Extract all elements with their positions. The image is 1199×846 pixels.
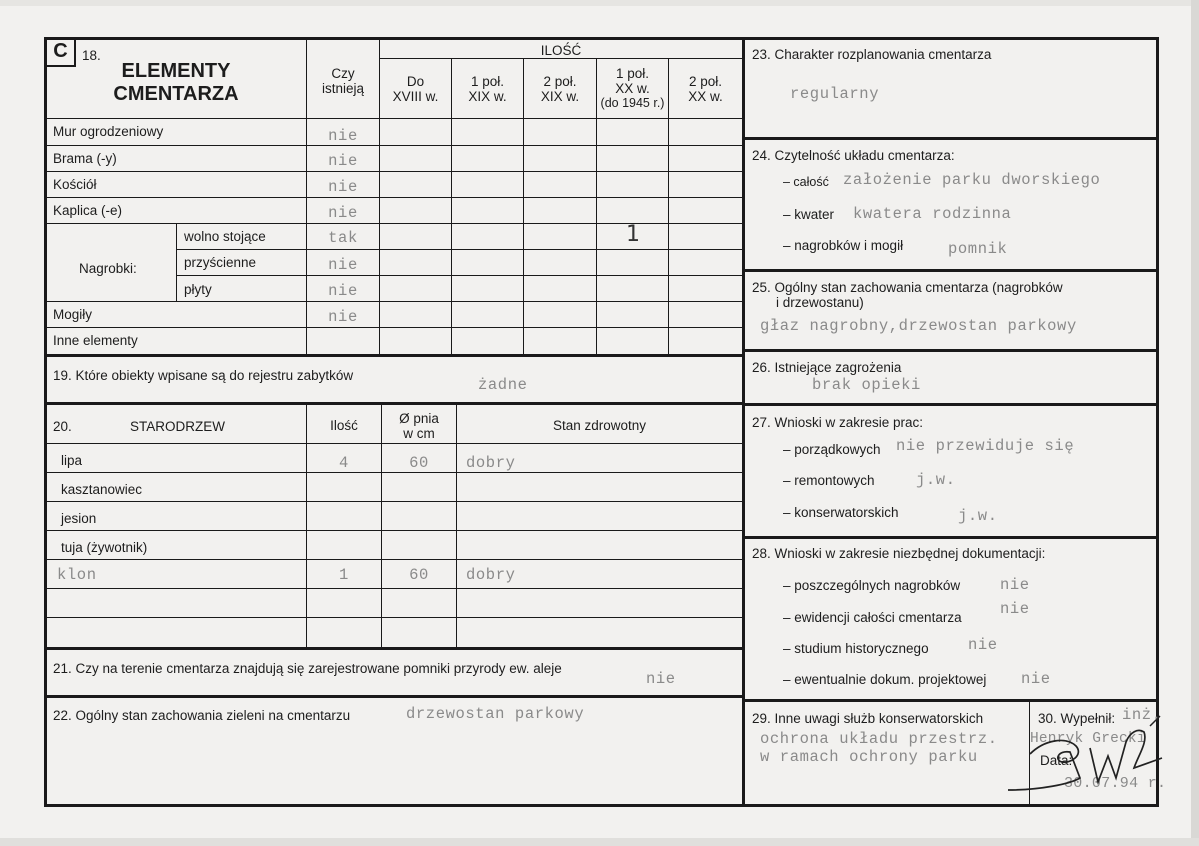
section-26-value: brak opieki <box>812 376 921 394</box>
grid-line <box>176 249 744 250</box>
row-label-wall: Mur ogrodzeniowy <box>53 124 164 139</box>
tree-health-linden: dobry <box>466 454 516 472</box>
frame-line <box>742 137 1159 140</box>
section-18-number: 18. <box>82 48 101 63</box>
grid-line <box>44 472 744 473</box>
works-renovation-value: j.w. <box>916 471 956 489</box>
frame-line <box>44 648 47 698</box>
doc-history-value: nie <box>968 636 998 654</box>
legibility-graves-label: – nagrobków i mogił <box>783 238 904 253</box>
frame-line <box>44 696 47 807</box>
section-18-title-line1: ELEMENTY <box>121 60 231 82</box>
works-cleanup-label: – porządkowych <box>783 442 881 457</box>
col-quantity-header: ILOŚĆ <box>540 43 582 58</box>
tree-name-maple: klon <box>57 566 97 584</box>
exists-value-wall: nie <box>328 127 358 145</box>
grid-line <box>306 403 307 648</box>
tree-qty-linden: 4 <box>339 454 349 472</box>
period-header-5-l1: 2 poł. <box>688 74 723 89</box>
section-21-label: 21. Czy na terenie cmentarza znajdują się zarejestrowane pomniki przyrody ew. aleje <box>53 661 562 676</box>
section-20-number: 20. <box>53 419 72 434</box>
section-19-label: 19. Które obiekty wpisane są do rejestru zabytków <box>53 368 354 383</box>
exists-value-church: nie <box>328 178 358 196</box>
frame-line <box>742 699 1159 702</box>
frame-line <box>44 354 744 357</box>
row-label-tombstones: Nagrobki: <box>79 261 137 276</box>
exists-value-gate: nie <box>328 152 358 170</box>
works-cleanup-value: nie przewiduje się <box>896 437 1075 455</box>
filled-by-title: inż. <box>1122 706 1162 724</box>
grid-line <box>44 301 744 302</box>
exists-value-graves: nie <box>328 308 358 326</box>
section-30-label: 30. Wypełnił: <box>1038 711 1116 726</box>
section-22-label: 22. Ogólny stan zachowania zieleni na cmentarzu <box>53 708 351 723</box>
section-29-value-l1: ochrona układu przestrz. <box>760 730 998 748</box>
period-header-2-l1: 1 poł. <box>470 74 505 89</box>
signature-stroke <box>1090 730 1162 782</box>
legibility-overall-value: założenie parku dworskiego <box>843 171 1101 189</box>
doc-inventory-value: nie <box>1000 600 1030 618</box>
section-26-label: 26. Istniejące zagrożenia <box>752 360 902 375</box>
section-28-label: 28. Wnioski w zakresie niezbędnej dokumentacji: <box>752 546 1046 561</box>
frame-line <box>44 354 47 404</box>
section-29-value-l2: w ramach ochrony parku <box>760 748 978 766</box>
section-18-title-line2: CMENTARZA <box>113 83 239 105</box>
grid-line <box>456 403 457 648</box>
exists-value-slabs: nie <box>328 282 358 300</box>
section-24-label: 24. Czytelność układu cmentarza: <box>752 148 955 163</box>
section-20-title: STARODRZEW <box>130 419 225 434</box>
grid-line <box>176 275 744 276</box>
grid-line <box>44 118 744 119</box>
section-22-value: drzewostan parkowy <box>406 705 585 723</box>
frame-line <box>44 402 744 405</box>
tree-diam-linden: 60 <box>409 454 429 472</box>
col-trunk-diameter-header-l2: w cm <box>403 426 435 441</box>
paper-edge-right <box>1191 0 1199 846</box>
paper-edge-bottom <box>0 838 1199 846</box>
tree-health-maple: dobry <box>466 566 516 584</box>
frame-line <box>44 647 744 650</box>
section-23-label: 23. Charakter rozplanowania cmentarza <box>752 47 992 62</box>
section-25-value: głaz nagrobny,drzewostan parkowy <box>760 317 1077 335</box>
col-health-header: Stan zdrowotny <box>552 418 647 433</box>
signature-scribble <box>1000 712 1175 802</box>
grid-line <box>44 145 744 146</box>
grid-line <box>44 327 744 328</box>
works-renovation-label: – remontowych <box>783 473 875 488</box>
works-conservation-value: j.w. <box>958 507 998 525</box>
doc-graves-label: – poszczególnych nagrobków <box>783 578 961 593</box>
grid-line <box>44 197 744 198</box>
frame-line <box>44 402 47 650</box>
grid-line <box>44 530 744 531</box>
paper-edge-top <box>0 0 1199 6</box>
frame-line <box>1156 37 1159 807</box>
exists-value-wall-mounted: nie <box>328 256 358 274</box>
row-label-graves: Mogiły <box>53 307 93 322</box>
row-label-other: Inne elementy <box>53 333 138 348</box>
doc-history-label: – studium historycznego <box>783 641 929 656</box>
handwritten-count: 1 <box>626 222 640 247</box>
grid-line <box>176 223 177 301</box>
period-header-3-l2: XIX w. <box>540 89 580 104</box>
row-label-slabs: płyty <box>184 282 212 297</box>
period-header-4-l2: XX w. <box>615 81 650 96</box>
frame-line <box>44 695 744 698</box>
row-label-church: Kościół <box>53 177 97 192</box>
col-tree-qty-header: Ilość <box>330 418 358 433</box>
row-label-chapel: Kaplica (-e) <box>53 203 123 218</box>
doc-design-label: – ewentualnie dokum. projektowej <box>783 672 987 687</box>
tree-name-chestnut: kasztanowiec <box>61 482 143 497</box>
tree-name-ash: jesion <box>61 511 97 526</box>
works-conservation-label: – konserwatorskich <box>783 505 899 520</box>
period-header-1-l2: XVIII w. <box>392 89 439 104</box>
section-letter-box: C <box>45 38 76 67</box>
signature-stroke <box>1150 716 1160 726</box>
date-value: 30.07.94 r. <box>1064 775 1167 792</box>
signature-stroke <box>1008 740 1080 790</box>
section-25-label-l1: 25. Ogólny stan zachowania cmentarza (nagrobków <box>752 280 1063 295</box>
section-27-label: 27. Wnioski w zakresie prac: <box>752 415 924 430</box>
period-header-4-l1: 1 poł. <box>615 66 650 81</box>
frame-line <box>742 536 1159 539</box>
grid-line <box>44 443 744 444</box>
grid-line <box>379 58 743 59</box>
col-exists-header-l1: Czy <box>331 66 355 81</box>
period-header-5-l2: XX w. <box>688 89 723 104</box>
period-header-2-l2: XIX w. <box>468 89 507 104</box>
row-label-freestanding: wolno stojące <box>184 229 266 244</box>
legibility-quarters-label: – kwater <box>783 207 835 222</box>
row-label-wall-mounted: przyścienne <box>184 255 257 270</box>
row-label-gate: Brama (-y) <box>53 151 117 166</box>
period-header-3-l1: 2 poł. <box>543 74 577 89</box>
date-label: Data: <box>1040 753 1073 768</box>
tree-qty-maple: 1 <box>339 566 349 584</box>
frame-line <box>44 37 746 40</box>
period-header-4-l3: (do 1945 r.) <box>600 96 665 110</box>
grid-line <box>44 559 744 560</box>
grid-line <box>44 501 744 502</box>
frame-line <box>742 37 1159 40</box>
filled-by-name: Henryk Grecki <box>1030 731 1146 747</box>
section-25-label-l2: i drzewostanu) <box>776 295 864 310</box>
grid-line <box>44 617 744 618</box>
section-29-label: 29. Inne uwagi służb konserwatorskich <box>752 711 984 726</box>
section-21-value: nie <box>646 670 676 688</box>
grid-line <box>44 588 744 589</box>
frame-line <box>742 349 1159 352</box>
doc-design-value: nie <box>1021 670 1051 688</box>
col-trunk-diameter-header-l1: Ø pnia <box>399 411 439 426</box>
frame-line <box>742 269 1159 272</box>
doc-inventory-label: – ewidencji całości cmentarza <box>783 610 962 625</box>
exists-value-freestanding: tak <box>328 229 358 247</box>
legibility-graves-value: pomnik <box>948 240 1008 258</box>
grid-line <box>44 171 744 172</box>
legibility-overall-label: – całość <box>783 175 829 189</box>
exists-value-chapel: nie <box>328 204 358 222</box>
section-23-value: regularny <box>790 85 880 103</box>
frame-line <box>44 804 1159 807</box>
col-exists-header-l2: istnieją <box>321 81 365 96</box>
section-19-value: żadne <box>478 376 528 394</box>
doc-graves-value: nie <box>1000 576 1030 594</box>
legibility-quarters-value: kwatera rodzinna <box>853 205 1012 223</box>
tree-name-thuja: tuja (żywotnik) <box>61 540 148 555</box>
frame-line <box>742 37 745 807</box>
period-header-1-l1: Do <box>406 74 425 89</box>
tree-name-linden: lipa <box>61 453 83 468</box>
tree-diam-maple: 60 <box>409 566 429 584</box>
frame-line <box>742 403 1159 406</box>
